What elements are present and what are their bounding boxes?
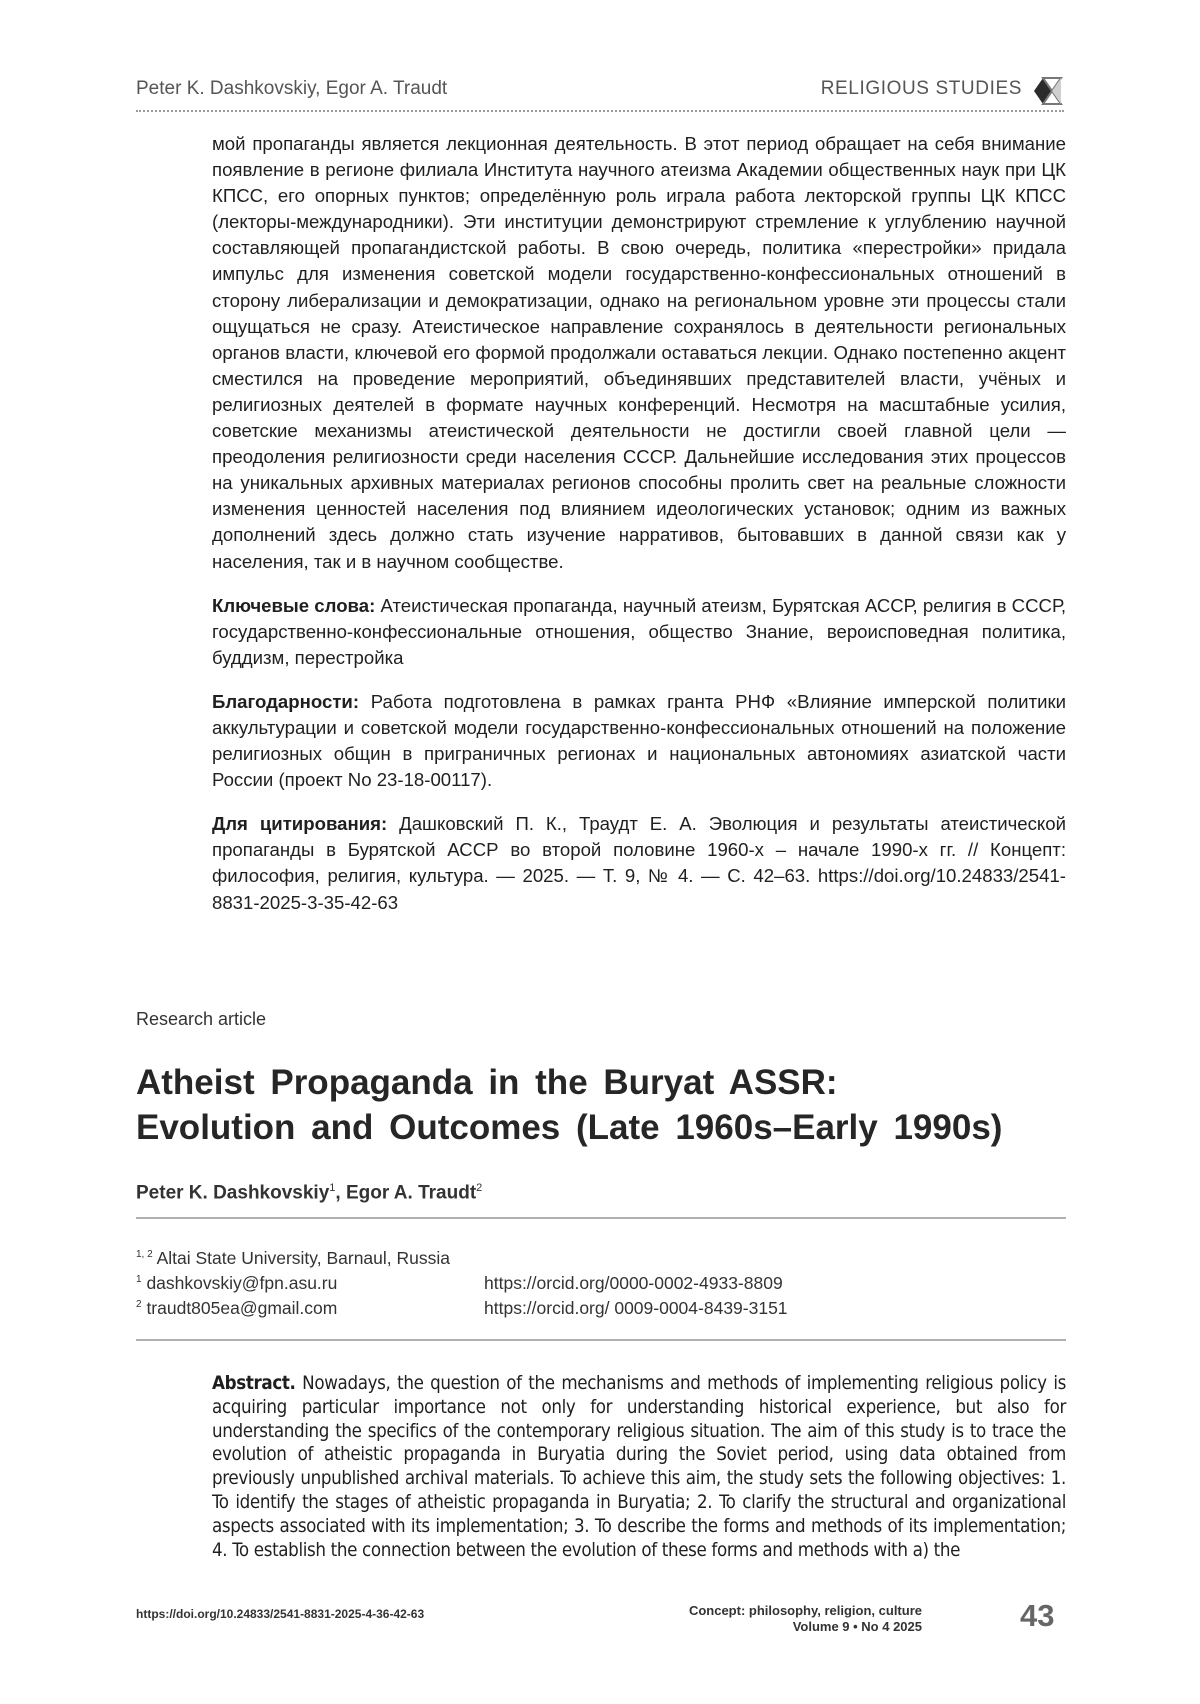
article-type: Research article xyxy=(136,1009,267,1029)
author-name: Egor A. Traudt xyxy=(345,1182,477,1204)
journal-logo-icon xyxy=(1030,76,1064,106)
divider xyxy=(136,1217,1066,1219)
abstract-text: Nowadays, the question of the mechanisms and methods of implementing religious policy is acquiring particular importance not only for understanding historical experience, but also for understanding the specifics of the contemporary religious situation. The aim of this study is to trace the evolution of atheistic propaganda in Buryatia during the Soviet period, using data obtained from previously unpublished archival materials. To achieve this aim, the study sets the following objectives: 1. To identify the stages of atheistic propaganda in Buryatia; 2. To clarify the structural and organizational aspects associated with its implementation; 3. To describe the forms and methods of its implementation; 4. To establish the connection between the evolution of these forms and methods with a) the xyxy=(212,1373,1066,1561)
footer-volume: Volume 9 • No 4 2025 xyxy=(792,1619,922,1634)
author-affil-sup: 1 xyxy=(329,1182,336,1194)
acknowledgements-text: Работа подготовлена в рамках гранта РНФ «Влияние имперской политики аккультурации и советской модели государственно-конфессиональных отношений на положение религиозных общин в приграничных регионах и национальных автономиях азиатской части России (проект No 23-18-00117). xyxy=(212,690,1066,791)
citation-text: Дашковский П. К., Траудт Е. А. Эволюция и результаты атеистической пропаганды в Бурятской АССР во второй половине 1960-х – начале 1990-х гг. // Концепт: философия, религия, культура. — 2025. — Т. 9, № 4. — С. 42–63. https://doi.org/10.24833/2541-8831-2025-3-35-42-63 xyxy=(212,813,1067,913)
contact-row xyxy=(136,1273,1066,1298)
running-header-section: RELIGIOUS STUDIES xyxy=(820,78,1022,99)
affiliation-row xyxy=(136,1248,1066,1273)
abstract-label: Abstract. xyxy=(212,1373,296,1394)
footer-journal-name: Concept: philosophy, religion, culture xyxy=(688,1603,922,1618)
russian-keywords xyxy=(212,593,1066,671)
english-abstract xyxy=(212,1372,1066,1562)
article-title-line-2: Evolution and Outcomes (Late 1960s–Early 1990s) xyxy=(136,1108,1003,1147)
article-title xyxy=(136,1060,1066,1150)
affiliation-text: Altai State University, Barnaul, Russia xyxy=(156,1248,451,1268)
page-number: 43 xyxy=(1020,1598,1055,1633)
citation-label: Для цитирования: xyxy=(212,813,388,835)
russian-citation xyxy=(212,811,1066,915)
author-list xyxy=(136,1182,482,1204)
author-separator: , xyxy=(335,1182,346,1204)
footer-doi-link[interactable]: https://doi.org/10.24833/2541-8831-2025-4-36-42-63 xyxy=(136,1607,425,1621)
running-header-authors: Peter K. Dashkovskiy, Egor A. Traudt xyxy=(136,78,448,99)
contact-sup: 2 xyxy=(136,1299,142,1311)
contact-row xyxy=(136,1298,1066,1323)
email-link[interactable]: traudt805ea@gmail.com xyxy=(146,1298,338,1318)
orcid-link[interactable]: https://orcid.org/ 0009-0004-8439-3151 xyxy=(484,1298,788,1318)
affiliations xyxy=(136,1248,1066,1323)
footer-journal-info xyxy=(676,1603,922,1635)
russian-acknowledgements xyxy=(212,689,1066,793)
keywords-text: Атеистическая пропаганда, научный атеизм, Бурятская АССР, религия в СССР, государственно-конфессиональные отношения, общество Знание, вероисповедная политика, буддизм, перестройка xyxy=(212,594,1066,668)
acknowledgements-label: Благодарности: xyxy=(212,690,360,712)
author-name: Peter K. Dashkovskiy xyxy=(136,1182,330,1204)
article-title-line-1: Atheist Propaganda in the Buryat ASSR: xyxy=(136,1063,838,1102)
running-header xyxy=(136,76,1064,112)
email-link[interactable]: dashkovskiy@fpn.asu.ru xyxy=(146,1273,338,1293)
contact-sup: 1 xyxy=(136,1274,142,1286)
russian-abstract-body: мой пропаганды является лекционная деятельность. В этот период обращает на себя внимание появление в регионе филиала Института научного атеизма Академии общественных наук при ЦК КПСС, его опорных пунктов; определённую роль играла работа лекторской группы ЦК КПСС (лекторы-международники). Эти институции демонстрируют стремление к углублению научной составляющей пропагандистской работы. В свою очередь, политика «перестройки» придала импульс для изменения советской модели государственно-конфессиональных отношений в сторону либерализации и демократизации, однако на региональном уровне эти процессы стали ощущаться не сразу. Атеистическое направление сохранялось в деятельности региональных органов власти, ключевой его формой продолжали оставаться лекции. Однако постепенно акцент сместился на проведение мероприятий, объединявших представителей власти, учёных и религиозных деятелей в формате научных конференций. Несмотря на масштабные усилия, советские механизмы атеистической деятельности не достигли своей главной цели — преодоления религиозности среди населения СССР. Дальнейшие исследования этих процессов на уникальных архивных материалах регионов способны пролить свет на реальные сложности изменения ценностей населения под влиянием идеологических установок; одним из важных дополнений здесь должно стать изучение нарративов, бытовавших в данной связи как у населения, так и в научном сообществе. xyxy=(212,133,1066,572)
affiliation-sup: 1, 2 xyxy=(136,1249,153,1261)
orcid-link[interactable]: https://orcid.org/0000-0002-4933-8809 xyxy=(484,1273,783,1293)
russian-abstract-block xyxy=(212,131,1066,916)
divider xyxy=(136,1339,1066,1341)
keywords-label: Ключевые слова: xyxy=(212,594,376,616)
author-affil-sup: 2 xyxy=(476,1182,483,1194)
